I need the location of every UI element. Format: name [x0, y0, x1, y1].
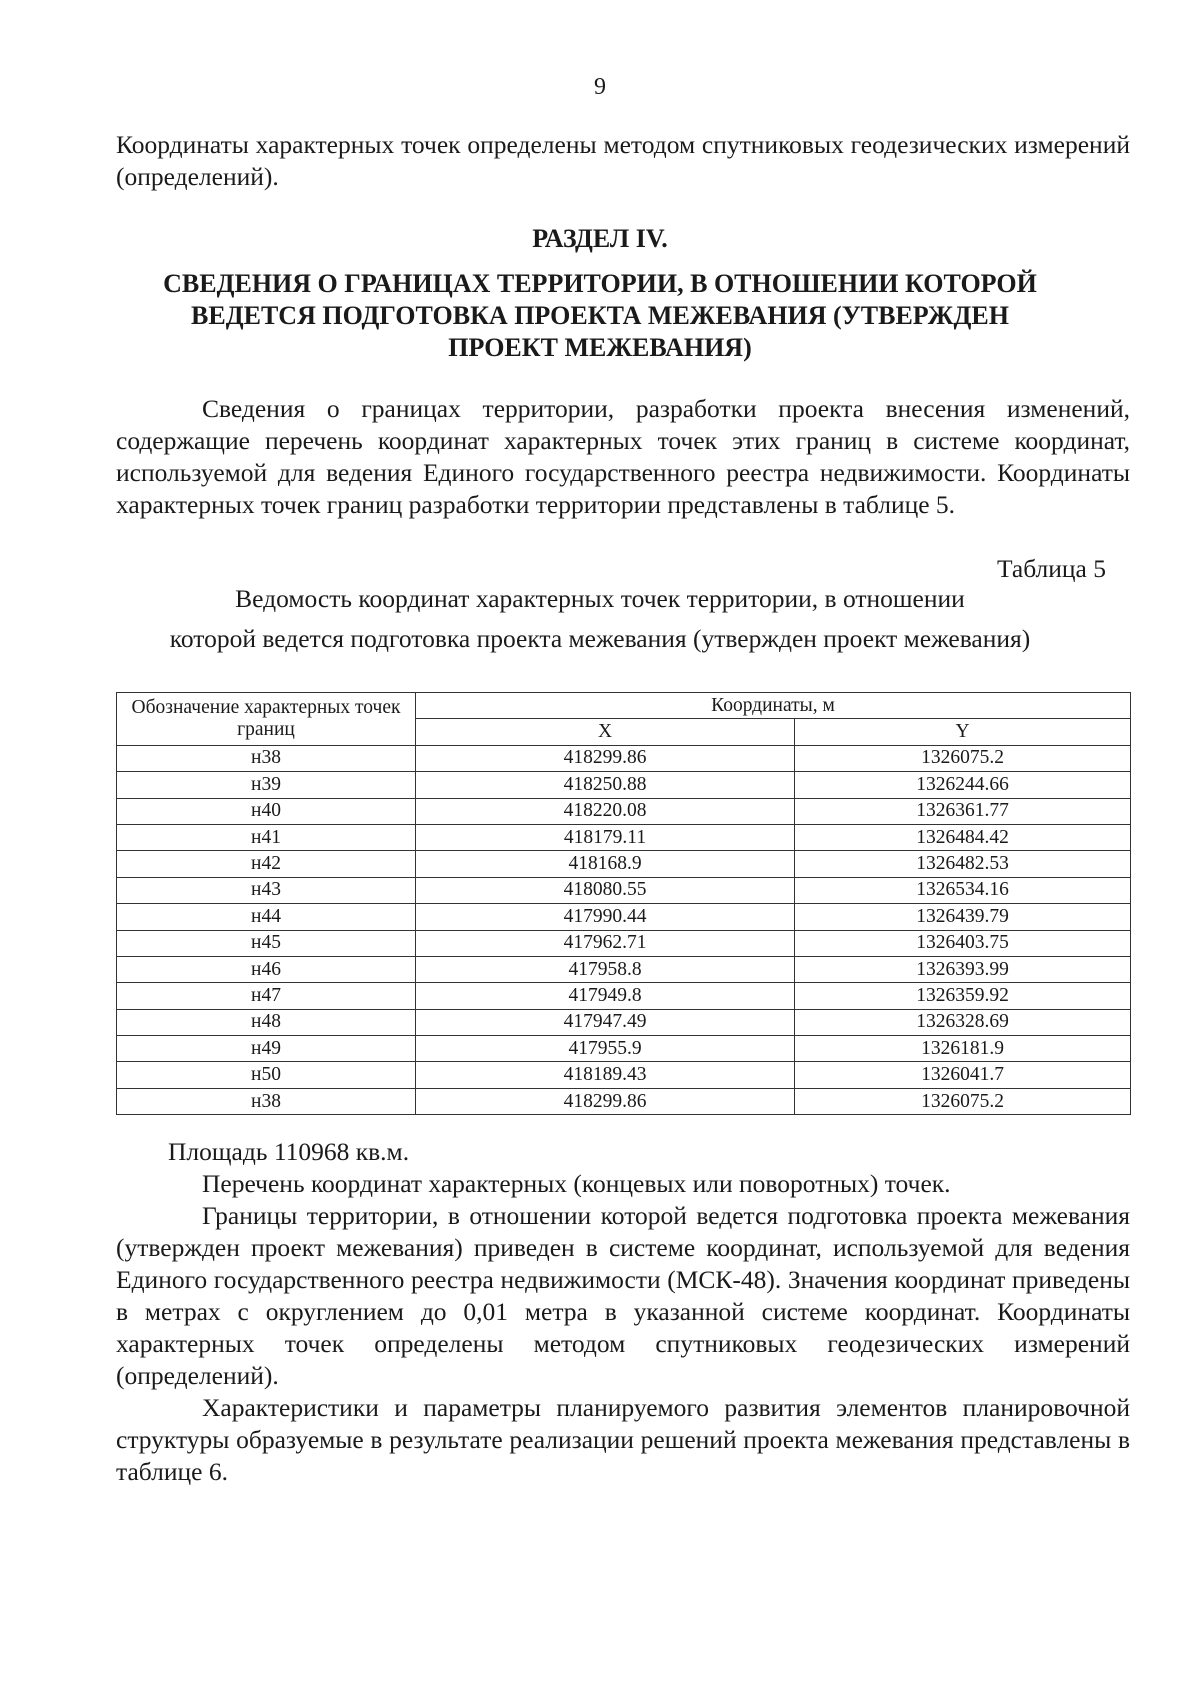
cell-x: 417958.8 — [416, 956, 795, 982]
lower-text — [116, 1136, 1130, 1488]
table-row — [117, 904, 1131, 930]
cell-point: н44 — [117, 904, 416, 930]
cell-x: 417962.71 — [416, 930, 795, 956]
cell-point: н39 — [117, 772, 416, 798]
cell-x: 417990.44 — [416, 904, 795, 930]
cell-x: 417947.49 — [416, 1009, 795, 1035]
cell-point: н49 — [117, 1036, 416, 1062]
table-number: Таблица 5 — [996, 554, 1106, 583]
cell-x: 418299.86 — [416, 745, 795, 771]
table-row — [117, 824, 1131, 850]
table-row — [117, 772, 1131, 798]
cell-y: 1326041.7 — [795, 1062, 1131, 1088]
cell-x: 418189.43 — [416, 1062, 795, 1088]
cell-y: 1326359.92 — [795, 983, 1131, 1009]
cell-y: 1326075.2 — [795, 745, 1131, 771]
table-row — [117, 1036, 1131, 1062]
cell-y: 1326484.42 — [795, 824, 1131, 850]
cell-x: 418299.86 — [416, 1088, 795, 1114]
header-x: X — [416, 719, 795, 745]
cell-y: 1326482.53 — [795, 851, 1131, 877]
cell-x: 417949.8 — [416, 983, 795, 1009]
header-y: Y — [795, 719, 1131, 745]
description-paragraph — [116, 393, 1130, 521]
table-row — [117, 956, 1131, 982]
intro-text: Координаты характерных точек определены методом спутниковых геодезических измерений (определений). — [116, 130, 1130, 191]
table-row — [117, 1062, 1131, 1088]
section-subtitle-line: ПРОЕКТ МЕЖЕВАНИЯ) — [448, 333, 752, 362]
table-row — [117, 930, 1131, 956]
cell-y: 1326403.75 — [795, 930, 1131, 956]
cell-point: н50 — [117, 1062, 416, 1088]
section-subtitle-line: СВЕДЕНИЯ О ГРАНИЦАХ ТЕРРИТОРИИ, В ОТНОШЕНИИ КОТОРОЙ — [163, 269, 1037, 298]
table-row — [117, 745, 1131, 771]
area-text: Площадь 110968 кв.м. — [168, 1137, 410, 1166]
table-row — [117, 1088, 1131, 1114]
cell-point: н45 — [117, 930, 416, 956]
header-point: Обозначение характерных точек границ — [117, 693, 416, 746]
para3-text: Границы территории, в отношении которой ведется подготовка проекта межевания (утвержден проект межевания) приведен в системе координат, используемой для ведения Единого государственного реестра недвижимости (МСК-48). Значения координат приведены в метрах с округлением до 0,01 метра в указанной системе координат. Координаты характерных точек определены методом спутниковых геодезических измерений (определений). — [116, 1201, 1130, 1390]
cell-y: 1326393.99 — [795, 956, 1131, 982]
cell-point: н46 — [117, 956, 416, 982]
table-row — [117, 1009, 1131, 1035]
cell-y: 1326328.69 — [795, 1009, 1131, 1035]
table-row — [117, 851, 1131, 877]
table-body — [117, 745, 1131, 1114]
section-subtitle — [120, 268, 1080, 364]
table-caption-line1: Ведомость координат характерных точек территории, в отношении — [235, 584, 965, 613]
cell-point: н43 — [117, 877, 416, 903]
cell-x: 418168.9 — [416, 851, 795, 877]
para2-text: Перечень координат характерных (концевых или поворотных) точек. — [202, 1169, 951, 1198]
cell-point: н42 — [117, 851, 416, 877]
table-row — [117, 877, 1131, 903]
section-subtitle-line: ВЕДЕТСЯ ПОДГОТОВКА ПРОЕКТА МЕЖЕВАНИЯ (УТВЕРЖДЕН — [191, 301, 1009, 330]
cell-point: н41 — [117, 824, 416, 850]
cell-point: н38 — [117, 1088, 416, 1114]
cell-x: 417955.9 — [416, 1036, 795, 1062]
cell-y: 1326075.2 — [795, 1088, 1131, 1114]
cell-point: н48 — [117, 1009, 416, 1035]
cell-x: 418220.08 — [416, 798, 795, 824]
intro-paragraph — [116, 129, 1130, 193]
table-row — [117, 798, 1131, 824]
cell-y: 1326439.79 — [795, 904, 1131, 930]
cell-y: 1326361.77 — [795, 798, 1131, 824]
para4-text: Характеристики и параметры планируемого развития элементов планировочной структуры образуемые в результате реализации решений проекта межевания представлены в таблице 6. — [116, 1393, 1130, 1486]
cell-y: 1326244.66 — [795, 772, 1131, 798]
cell-x: 418250.88 — [416, 772, 795, 798]
page-number: 9 — [594, 74, 606, 100]
section-title: РАЗДЕЛ IV. — [532, 224, 668, 253]
cell-point: н38 — [117, 745, 416, 771]
cell-y: 1326534.16 — [795, 877, 1131, 903]
table-row — [117, 983, 1131, 1009]
coordinates-table — [116, 692, 1131, 1115]
header-coords: Координаты, м — [416, 693, 1131, 719]
cell-x: 418179.11 — [416, 824, 795, 850]
cell-x: 418080.55 — [416, 877, 795, 903]
para1-text: Сведения о границах территории, разработки проекта внесения изменений, содержащие перечень координат характерных точек этих границ в системе координат, используемой для ведения Единого государственного реестра недвижимости. Координаты характерных точек границ разработки территории представлены в таблице 5. — [116, 394, 1130, 519]
cell-point: н47 — [117, 983, 416, 1009]
cell-point: н40 — [117, 798, 416, 824]
table-caption-line2: которой ведется подготовка проекта межевания (утвержден проект межевания) — [169, 624, 1031, 653]
cell-y: 1326181.9 — [795, 1036, 1131, 1062]
